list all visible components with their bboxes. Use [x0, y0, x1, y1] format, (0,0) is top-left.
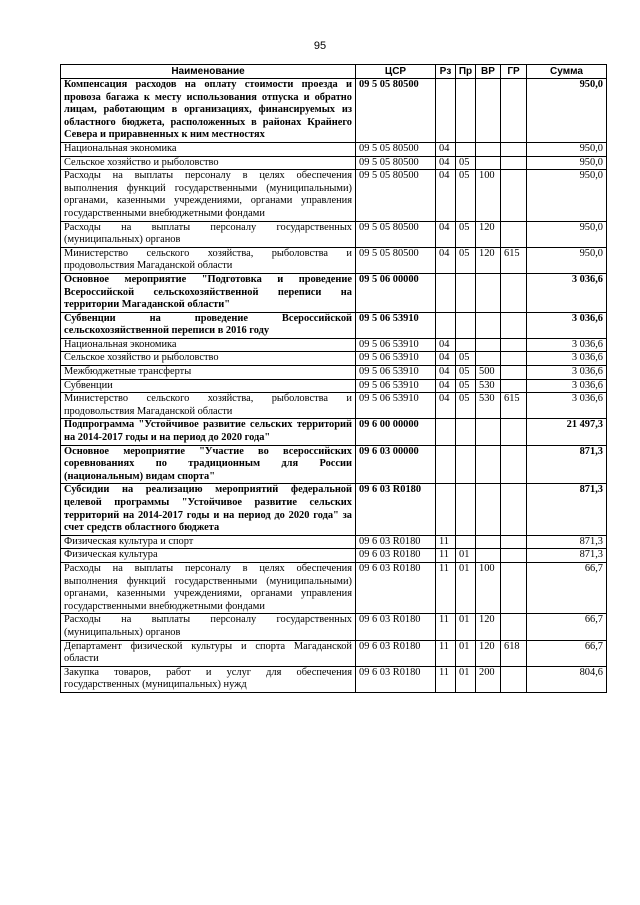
- table-row: [61, 170, 607, 221]
- row-pr: [456, 419, 476, 445]
- row-gr: [501, 338, 527, 352]
- row-gr: [501, 273, 527, 312]
- row-pr: 01: [456, 562, 476, 613]
- row-rz: [436, 419, 456, 445]
- row-vr: [476, 79, 501, 143]
- row-csr: 09 5 06 53910: [356, 352, 436, 366]
- row-pr: [456, 535, 476, 549]
- row-sum: 3 036,6: [527, 273, 607, 312]
- row-pr: 05: [456, 247, 476, 273]
- row-name: Сельское хозяйство и рыболовство: [61, 156, 356, 170]
- row-vr: 530: [476, 379, 501, 393]
- row-pr: 05: [456, 393, 476, 419]
- row-sum: 950,0: [527, 79, 607, 143]
- row-rz: 04: [436, 247, 456, 273]
- row-name: Расходы на выплаты персоналу государственных (муниципальных) органов: [61, 221, 356, 247]
- row-pr: [456, 273, 476, 312]
- row-sum: 3 036,6: [527, 338, 607, 352]
- row-csr: 09 6 00 00000: [356, 419, 436, 445]
- table-row: [61, 484, 607, 535]
- row-pr: [456, 445, 476, 484]
- row-rz: 04: [436, 366, 456, 380]
- row-sum: 871,3: [527, 484, 607, 535]
- row-csr: 09 6 03 R0180: [356, 484, 436, 535]
- row-rz: [436, 79, 456, 143]
- row-csr: 09 6 03 R0180: [356, 535, 436, 549]
- row-vr: [476, 273, 501, 312]
- row-vr: [476, 549, 501, 563]
- row-vr: [476, 352, 501, 366]
- row-rz: [436, 273, 456, 312]
- row-rz: 04: [436, 338, 456, 352]
- row-sum: 950,0: [527, 142, 607, 156]
- row-rz: 11: [436, 666, 456, 692]
- row-sum: 950,0: [527, 247, 607, 273]
- row-pr: 01: [456, 640, 476, 666]
- row-name: Расходы на выплаты персоналу в целях обеспечения выполнения функций государственными (муниципальными) органами, казенными учреждениями, органами управления государственными внебюджетными фондами: [61, 562, 356, 613]
- table-row: [61, 366, 607, 380]
- row-vr: [476, 142, 501, 156]
- row-rz: 11: [436, 549, 456, 563]
- row-name: Межбюджетные трансферты: [61, 366, 356, 380]
- table-row: [61, 312, 607, 338]
- table-body: [61, 79, 607, 693]
- table-row: [61, 535, 607, 549]
- row-name: Национальная экономика: [61, 142, 356, 156]
- table-row: [61, 666, 607, 692]
- row-sum: 66,7: [527, 614, 607, 640]
- row-sum: 871,3: [527, 445, 607, 484]
- table-row: [61, 640, 607, 666]
- row-rz: [436, 484, 456, 535]
- row-gr: [501, 535, 527, 549]
- table-row: [61, 156, 607, 170]
- row-sum: 3 036,6: [527, 379, 607, 393]
- row-rz: 04: [436, 142, 456, 156]
- table-row: [61, 352, 607, 366]
- row-csr: 09 5 06 53910: [356, 366, 436, 380]
- row-sum: 66,7: [527, 640, 607, 666]
- row-name: Сельское хозяйство и рыболовство: [61, 352, 356, 366]
- row-name: Министерство сельского хозяйства, рыболовства и продовольствия Магаданской области: [61, 247, 356, 273]
- row-sum: 3 036,6: [527, 352, 607, 366]
- row-csr: 09 5 05 80500: [356, 142, 436, 156]
- row-gr: [501, 142, 527, 156]
- row-gr: [501, 156, 527, 170]
- row-name: Компенсация расходов на оплату стоимости проезда и провоза багажа к месту использования отпуска и обратно лицам, работающим в организациях, финансируемых из областного бюджета, расположенных в районах Крайнего Севера и приравненных к ним местностях: [61, 79, 356, 143]
- row-rz: 04: [436, 393, 456, 419]
- row-csr: 09 5 05 80500: [356, 156, 436, 170]
- row-csr: 09 5 06 00000: [356, 273, 436, 312]
- table-row: [61, 379, 607, 393]
- row-gr: [501, 221, 527, 247]
- row-name: Подпрограмма "Устойчивое развитие сельских территорий на 2014-2017 годы и на период до 2020 года": [61, 419, 356, 445]
- page-number: 95: [313, 40, 327, 52]
- row-csr: 09 5 05 80500: [356, 79, 436, 143]
- row-sum: 3 036,6: [527, 366, 607, 380]
- row-csr: 09 5 06 53910: [356, 379, 436, 393]
- table-row: [61, 562, 607, 613]
- header-gr: ГР: [501, 65, 527, 79]
- row-sum: 3 036,6: [527, 393, 607, 419]
- table-row: [61, 393, 607, 419]
- header-name: Наименование: [61, 65, 356, 79]
- row-name: Основное мероприятие "Подготовка и проведение Всероссийской сельскохозяйственной переписи на территории Магаданской области": [61, 273, 356, 312]
- table-row: [61, 221, 607, 247]
- row-sum: 950,0: [527, 156, 607, 170]
- row-csr: 09 6 03 R0180: [356, 549, 436, 563]
- row-pr: 01: [456, 666, 476, 692]
- row-pr: 05: [456, 352, 476, 366]
- row-vr: 100: [476, 170, 501, 221]
- header-pr: Пр: [456, 65, 476, 79]
- row-pr: 01: [456, 549, 476, 563]
- row-gr: [501, 484, 527, 535]
- table-row: [61, 273, 607, 312]
- table-row: [61, 247, 607, 273]
- row-vr: 120: [476, 640, 501, 666]
- row-rz: 04: [436, 156, 456, 170]
- row-gr: [501, 666, 527, 692]
- header-rz: Рз: [436, 65, 456, 79]
- table-row: [61, 549, 607, 563]
- row-vr: [476, 484, 501, 535]
- row-sum: 3 036,6: [527, 312, 607, 338]
- row-csr: 09 5 06 53910: [356, 312, 436, 338]
- row-vr: 120: [476, 221, 501, 247]
- row-pr: [456, 338, 476, 352]
- table-row: [61, 79, 607, 143]
- row-csr: 09 5 05 80500: [356, 247, 436, 273]
- row-name: Основное мероприятие "Участие во всероссийских соревнованиях по традиционным для России (национальным) видам спорта": [61, 445, 356, 484]
- row-pr: [456, 312, 476, 338]
- row-gr: [501, 170, 527, 221]
- row-csr: 09 5 05 80500: [356, 170, 436, 221]
- table-header-row: [61, 65, 607, 79]
- row-rz: 04: [436, 221, 456, 247]
- row-csr: 09 5 06 53910: [356, 393, 436, 419]
- row-vr: [476, 338, 501, 352]
- row-gr: [501, 549, 527, 563]
- row-csr: 09 6 03 R0180: [356, 640, 436, 666]
- row-gr: [501, 445, 527, 484]
- row-gr: [501, 614, 527, 640]
- row-sum: 804,6: [527, 666, 607, 692]
- row-name: Физическая культура и спорт: [61, 535, 356, 549]
- row-gr: [501, 312, 527, 338]
- row-name: Департамент физической культуры и спорта Магаданской области: [61, 640, 356, 666]
- row-name: Национальная экономика: [61, 338, 356, 352]
- row-name: Расходы на выплаты персоналу государственных (муниципальных) органов: [61, 614, 356, 640]
- row-rz: 04: [436, 170, 456, 221]
- row-sum: 871,3: [527, 549, 607, 563]
- row-name: Субвенции: [61, 379, 356, 393]
- row-csr: 09 6 03 00000: [356, 445, 436, 484]
- row-gr: 618: [501, 640, 527, 666]
- row-gr: [501, 562, 527, 613]
- row-gr: [501, 419, 527, 445]
- row-gr: [501, 352, 527, 366]
- row-sum: 21 497,3: [527, 419, 607, 445]
- header-vr: ВР: [476, 65, 501, 79]
- row-rz: 11: [436, 535, 456, 549]
- row-rz: [436, 312, 456, 338]
- row-csr: 09 5 05 80500: [356, 221, 436, 247]
- row-pr: 05: [456, 366, 476, 380]
- row-name: Закупка товаров, работ и услуг для обеспечения государственных (муниципальных) нужд: [61, 666, 356, 692]
- table-row: [61, 142, 607, 156]
- row-gr: 615: [501, 393, 527, 419]
- row-gr: 615: [501, 247, 527, 273]
- row-pr: 05: [456, 170, 476, 221]
- budget-table: [60, 64, 607, 693]
- row-rz: 04: [436, 352, 456, 366]
- row-gr: [501, 366, 527, 380]
- row-name: Физическая культура: [61, 549, 356, 563]
- row-vr: [476, 535, 501, 549]
- row-sum: 950,0: [527, 221, 607, 247]
- row-rz: 04: [436, 379, 456, 393]
- row-csr: 09 6 03 R0180: [356, 666, 436, 692]
- row-gr: [501, 379, 527, 393]
- row-csr: 09 5 06 53910: [356, 338, 436, 352]
- row-vr: [476, 312, 501, 338]
- row-pr: 05: [456, 221, 476, 247]
- row-pr: 01: [456, 614, 476, 640]
- row-sum: 66,7: [527, 562, 607, 613]
- row-vr: 200: [476, 666, 501, 692]
- row-sum: 871,3: [527, 535, 607, 549]
- row-sum: 950,0: [527, 170, 607, 221]
- row-pr: 05: [456, 156, 476, 170]
- row-name: Субвенции на проведение Всероссийской сельскохозяйственной переписи в 2016 году: [61, 312, 356, 338]
- table-row: [61, 338, 607, 352]
- row-name: Расходы на выплаты персоналу в целях обеспечения выполнения функций государственными (муниципальными) органами, казенными учреждениями, органами управления государственными внебюджетными фондами: [61, 170, 356, 221]
- table-row: [61, 419, 607, 445]
- row-rz: [436, 445, 456, 484]
- header-sum: Сумма: [527, 65, 607, 79]
- row-rz: 11: [436, 562, 456, 613]
- row-rz: 11: [436, 640, 456, 666]
- row-vr: 530: [476, 393, 501, 419]
- row-pr: [456, 484, 476, 535]
- row-csr: 09 6 03 R0180: [356, 614, 436, 640]
- row-vr: 120: [476, 247, 501, 273]
- header-csr: ЦСР: [356, 65, 436, 79]
- row-csr: 09 6 03 R0180: [356, 562, 436, 613]
- table-row: [61, 445, 607, 484]
- row-name: Министерство сельского хозяйства, рыболовства и продовольствия Магаданской области: [61, 393, 356, 419]
- row-gr: [501, 79, 527, 143]
- row-pr: [456, 79, 476, 143]
- row-pr: [456, 142, 476, 156]
- row-pr: 05: [456, 379, 476, 393]
- row-vr: [476, 156, 501, 170]
- row-vr: [476, 419, 501, 445]
- table-row: [61, 614, 607, 640]
- row-vr: 100: [476, 562, 501, 613]
- row-rz: 11: [436, 614, 456, 640]
- row-vr: [476, 445, 501, 484]
- row-name: Субсидии на реализацию мероприятий федеральной целевой программы "Устойчивое развитие сельских территорий на 2014-2017 годы и на период до 2020 года" за счет средств областного бюджета: [61, 484, 356, 535]
- row-vr: 120: [476, 614, 501, 640]
- row-vr: 500: [476, 366, 501, 380]
